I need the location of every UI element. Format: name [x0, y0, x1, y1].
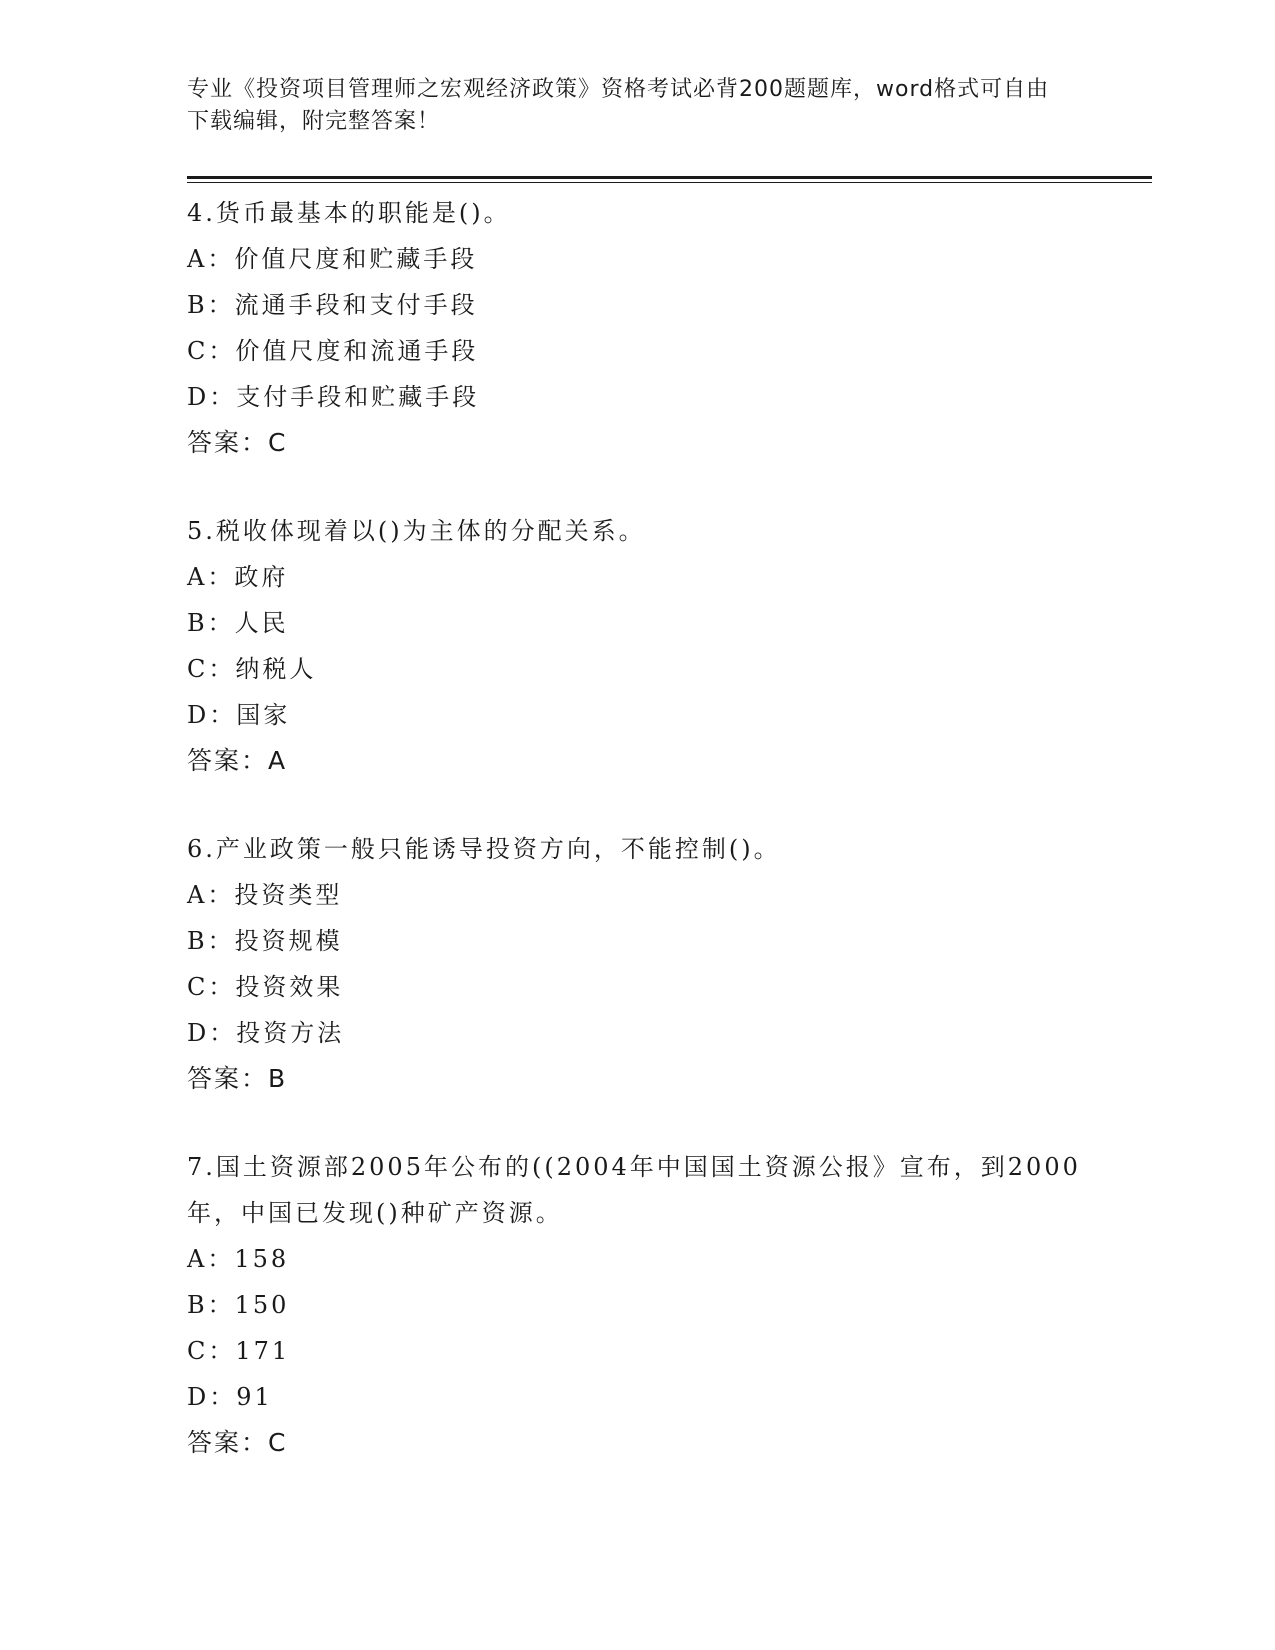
question-item — [187, 826, 1107, 1102]
question-item — [187, 190, 1107, 466]
question-list — [187, 190, 1107, 1508]
option-c: C：171 — [187, 1337, 291, 1365]
question-item — [187, 1144, 1107, 1466]
option-b: B：人民 — [187, 609, 289, 637]
question-stem: 6.产业政策一般只能诱导投资方向，不能控制()。 — [187, 835, 781, 863]
header-divider-thin — [187, 182, 1152, 183]
option-c: C：纳税人 — [187, 655, 317, 683]
question-stem: 4.货币最基本的职能是()。 — [187, 199, 511, 227]
option-b: B：150 — [187, 1291, 290, 1319]
option-b: B：流通手段和支付手段 — [187, 291, 478, 319]
answer-line: 答案：C — [187, 428, 288, 457]
option-a: A：158 — [187, 1245, 290, 1273]
option-c: C：价值尺度和流通手段 — [187, 337, 479, 365]
option-b: B：投资规模 — [187, 927, 343, 955]
option-c: C：投资效果 — [187, 973, 344, 1001]
answer-line: 答案：B — [187, 1064, 288, 1093]
header-divider — [187, 176, 1152, 179]
option-a: A：投资类型 — [187, 881, 343, 909]
option-d: D：支付手段和贮藏手段 — [187, 383, 480, 411]
document-header: 专业《投资项目管理师之宏观经济政策》资格考试必背200题题库，word格式可自由下载编辑，附完整答案！ — [187, 77, 1050, 134]
question-item — [187, 508, 1107, 784]
answer-line: 答案：C — [187, 1428, 288, 1457]
question-stem: 7.国土资源部2005年公布的((2004年中国国土资源公报》宣布，到2000年，中国已发现()种矿产资源。 — [187, 1153, 1081, 1227]
option-a: A：价值尺度和贮藏手段 — [187, 245, 478, 273]
question-stem: 5.税收体现着以()为主体的分配关系。 — [187, 517, 646, 545]
option-a: A：政府 — [187, 563, 289, 591]
option-d: D：国家 — [187, 701, 291, 729]
option-d: D：91 — [187, 1383, 273, 1411]
answer-line: 答案：A — [187, 746, 288, 775]
option-d: D：投资方法 — [187, 1019, 345, 1047]
